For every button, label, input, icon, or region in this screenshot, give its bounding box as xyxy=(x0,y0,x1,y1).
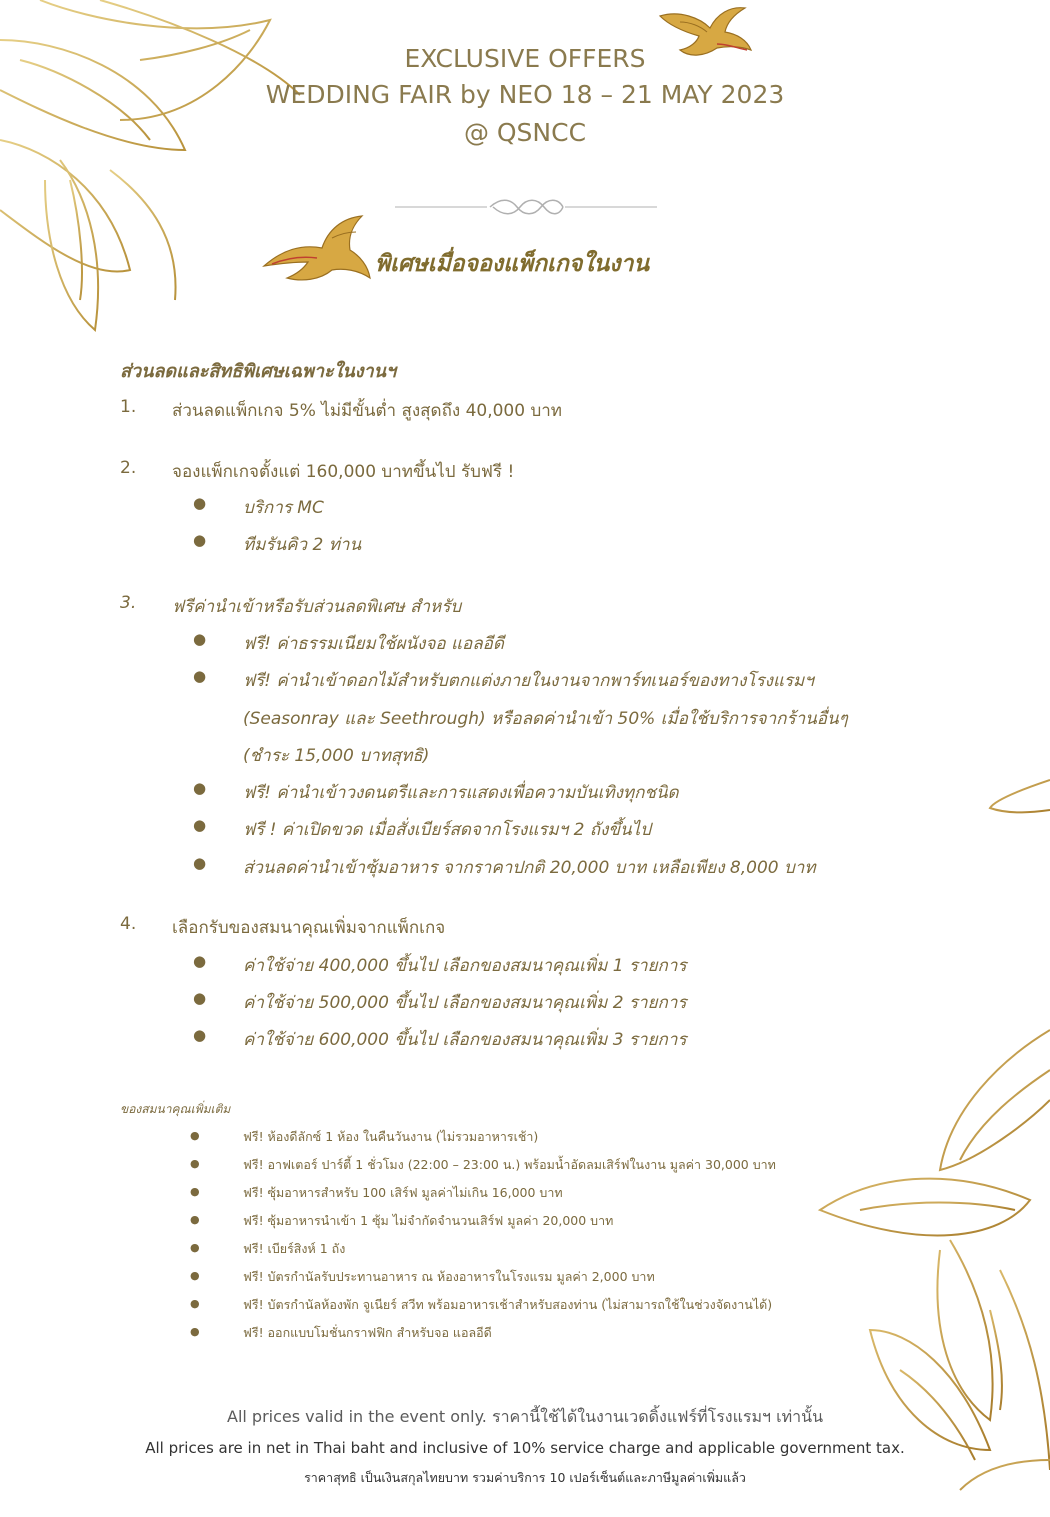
bullet-icon: ● xyxy=(193,854,207,872)
gift-item: ฟรี! บัตรกำนัลห้องพัก จูเนียร์ สวีท พร้อมอาหารเช้าสำหรับสองท่าน (ไม่สามารถใช้ในช่วงจัดงานได้) xyxy=(243,1297,773,1312)
footer-price-note-thai: ราคาสุทธิ เป็นเงินสกุลไทยบาท รวมค่าบริการ 10 เปอร์เซ็นต์และภาษีมูลค่าเพิ่มแล้ว xyxy=(304,1470,746,1485)
item-number: 2. xyxy=(120,458,137,478)
bullet-icon: ● xyxy=(193,816,207,834)
gifts-title: ของสมนาคุณเพิ่มเติม xyxy=(120,1102,231,1116)
sub-item: ค่าใช้จ่าย 400,000 ขึ้นไป เลือกของสมนาคุณเพิ่ม 1 รายการ xyxy=(243,956,687,976)
bullet-icon: ● xyxy=(193,952,207,970)
ornament-divider xyxy=(395,196,657,218)
bullet-icon: ● xyxy=(190,1297,200,1310)
sub-item: ทีมรันคิว 2 ท่าน xyxy=(243,535,362,555)
item-text: ส่วนลดแพ็กเกจ 5% ไม่มีขั้นต่ำ สูงสุดถึง 40,000 บาท xyxy=(172,401,563,421)
item-number: 1. xyxy=(120,397,137,417)
bullet-icon: ● xyxy=(193,779,207,797)
header-line-1: EXCLUSIVE OFFERS xyxy=(404,44,646,73)
section-title: ส่วนลดและสิทธิพิเศษเฉพาะในงานฯ xyxy=(120,361,397,382)
bullet-icon: ● xyxy=(190,1129,200,1142)
sub-item-continued: (Seasonray และ Seethrough) หรือลดค่านำเข้า 50% เมื่อใช้บริการจากร้านอื่นๆ xyxy=(243,709,848,729)
item-text: เลือกรับของสมนาคุณเพิ่มจากแพ็กเกจ xyxy=(172,918,446,938)
sub-item: ค่าใช้จ่าย 600,000 ขึ้นไป เลือกของสมนาคุณเพิ่ม 3 รายการ xyxy=(243,1030,687,1050)
bullet-icon: ● xyxy=(190,1157,200,1170)
bullet-icon: ● xyxy=(190,1269,200,1282)
bullet-icon: ● xyxy=(193,531,207,549)
gift-item: ฟรี! ห้องดีลักซ์ 1 ห้อง ในคืนวันงาน (ไม่รวมอาหารเช้า) xyxy=(243,1129,539,1144)
sub-item: ค่าใช้จ่าย 500,000 ขึ้นไป เลือกของสมนาคุณเพิ่ม 2 รายการ xyxy=(243,993,687,1013)
bullet-icon: ● xyxy=(193,494,207,512)
bullet-icon: ● xyxy=(190,1185,200,1198)
gift-item: ฟรี! ออกแบบโมชั่นกราฟฟิก สำหรับจอ แอลอีดี xyxy=(243,1325,492,1340)
bullet-icon: ● xyxy=(193,667,207,685)
gift-item: ฟรี! บัตรกำนัลรับประทานอาหาร ณ ห้องอาหารในโรงแรม มูลค่า 2,000 บาท xyxy=(243,1269,655,1284)
subtitle: พิเศษเมื่อจองแพ็กเกจในงาน xyxy=(375,251,650,277)
footer-price-note: All prices are in net in Thai baht and inclusive of 10% service charge and applicable government tax. xyxy=(145,1439,905,1457)
footer-validity-note: All prices valid in the event only. ราคานี้ใช้ได้ในงานเวดดิ้งแฟร์ที่โรงแรมฯ เท่านั้น xyxy=(227,1407,823,1426)
header-line-3: @ QSNCC xyxy=(463,118,587,147)
sub-item-continued: (ชำระ 15,000 บาทสุทธิ) xyxy=(243,746,430,766)
item-number: 4. xyxy=(120,914,137,934)
gift-item: ฟรี! ซุ้มอาหารนำเข้า 1 ซุ้ม ไม่จำกัดจำนวนเสิร์ฟ มูลค่า 20,000 บาท xyxy=(243,1213,614,1228)
sub-item: บริการ MC xyxy=(243,498,324,518)
bullet-icon: ● xyxy=(190,1325,200,1338)
bullet-icon: ● xyxy=(193,1026,207,1044)
sub-item: ส่วนลดค่านำเข้าซุ้มอาหาร จากราคาปกติ 20,000 บาท เหลือเพียง 8,000 บาท xyxy=(243,858,816,878)
sub-item: ฟรี! ค่าธรรมเนียมใช้ผนังจอ แอลอีดี xyxy=(243,634,504,654)
sub-item: ฟรี ! ค่าเปิดขวด เมื่อสั่งเบียร์สดจากโรงแรมฯ 2 ถังขึ้นไป xyxy=(243,820,651,840)
gift-item: ฟรี! เบียร์สิงห์ 1 ถัง xyxy=(243,1241,346,1256)
bullet-icon: ● xyxy=(193,630,207,648)
bird-icon xyxy=(262,208,377,288)
sub-item: ฟรี! ค่านำเข้าวงดนตรีและการแสดงเพื่อความบันเทิงทุกชนิด xyxy=(243,783,679,803)
item-text: ฟรีค่านำเข้าหรือรับส่วนลดพิเศษ สำหรับ xyxy=(172,597,462,617)
sub-item: ฟรี! ค่านำเข้าดอกไม้สำหรับตกแต่งภายในงานจากพาร์ทเนอร์ของทางโรงแรมฯ xyxy=(243,671,814,691)
item-text: จองแพ็กเกจตั้งแต่ 160,000 บาทขึ้นไป รับฟรี ! xyxy=(172,462,515,482)
bullet-icon: ● xyxy=(190,1213,200,1226)
gift-item: ฟรี! ซุ้มอาหารสำหรับ 100 เสิร์ฟ มูลค่าไม่เกิน 16,000 บาท xyxy=(243,1185,563,1200)
bullet-icon: ● xyxy=(193,989,207,1007)
item-number: 3. xyxy=(120,593,137,613)
bullet-icon: ● xyxy=(190,1241,200,1254)
gift-item: ฟรี! อาฟเตอร์ ปาร์ตี้ 1 ชั่วโมง (22:00 – 23:00 น.) พร้อมน้ำอัดลมเสิร์ฟในงาน มูลค่า 30,000 บาท xyxy=(243,1157,776,1172)
header-line-2: WEDDING FAIR by NEO 18 – 21 MAY 2023 xyxy=(265,80,785,109)
